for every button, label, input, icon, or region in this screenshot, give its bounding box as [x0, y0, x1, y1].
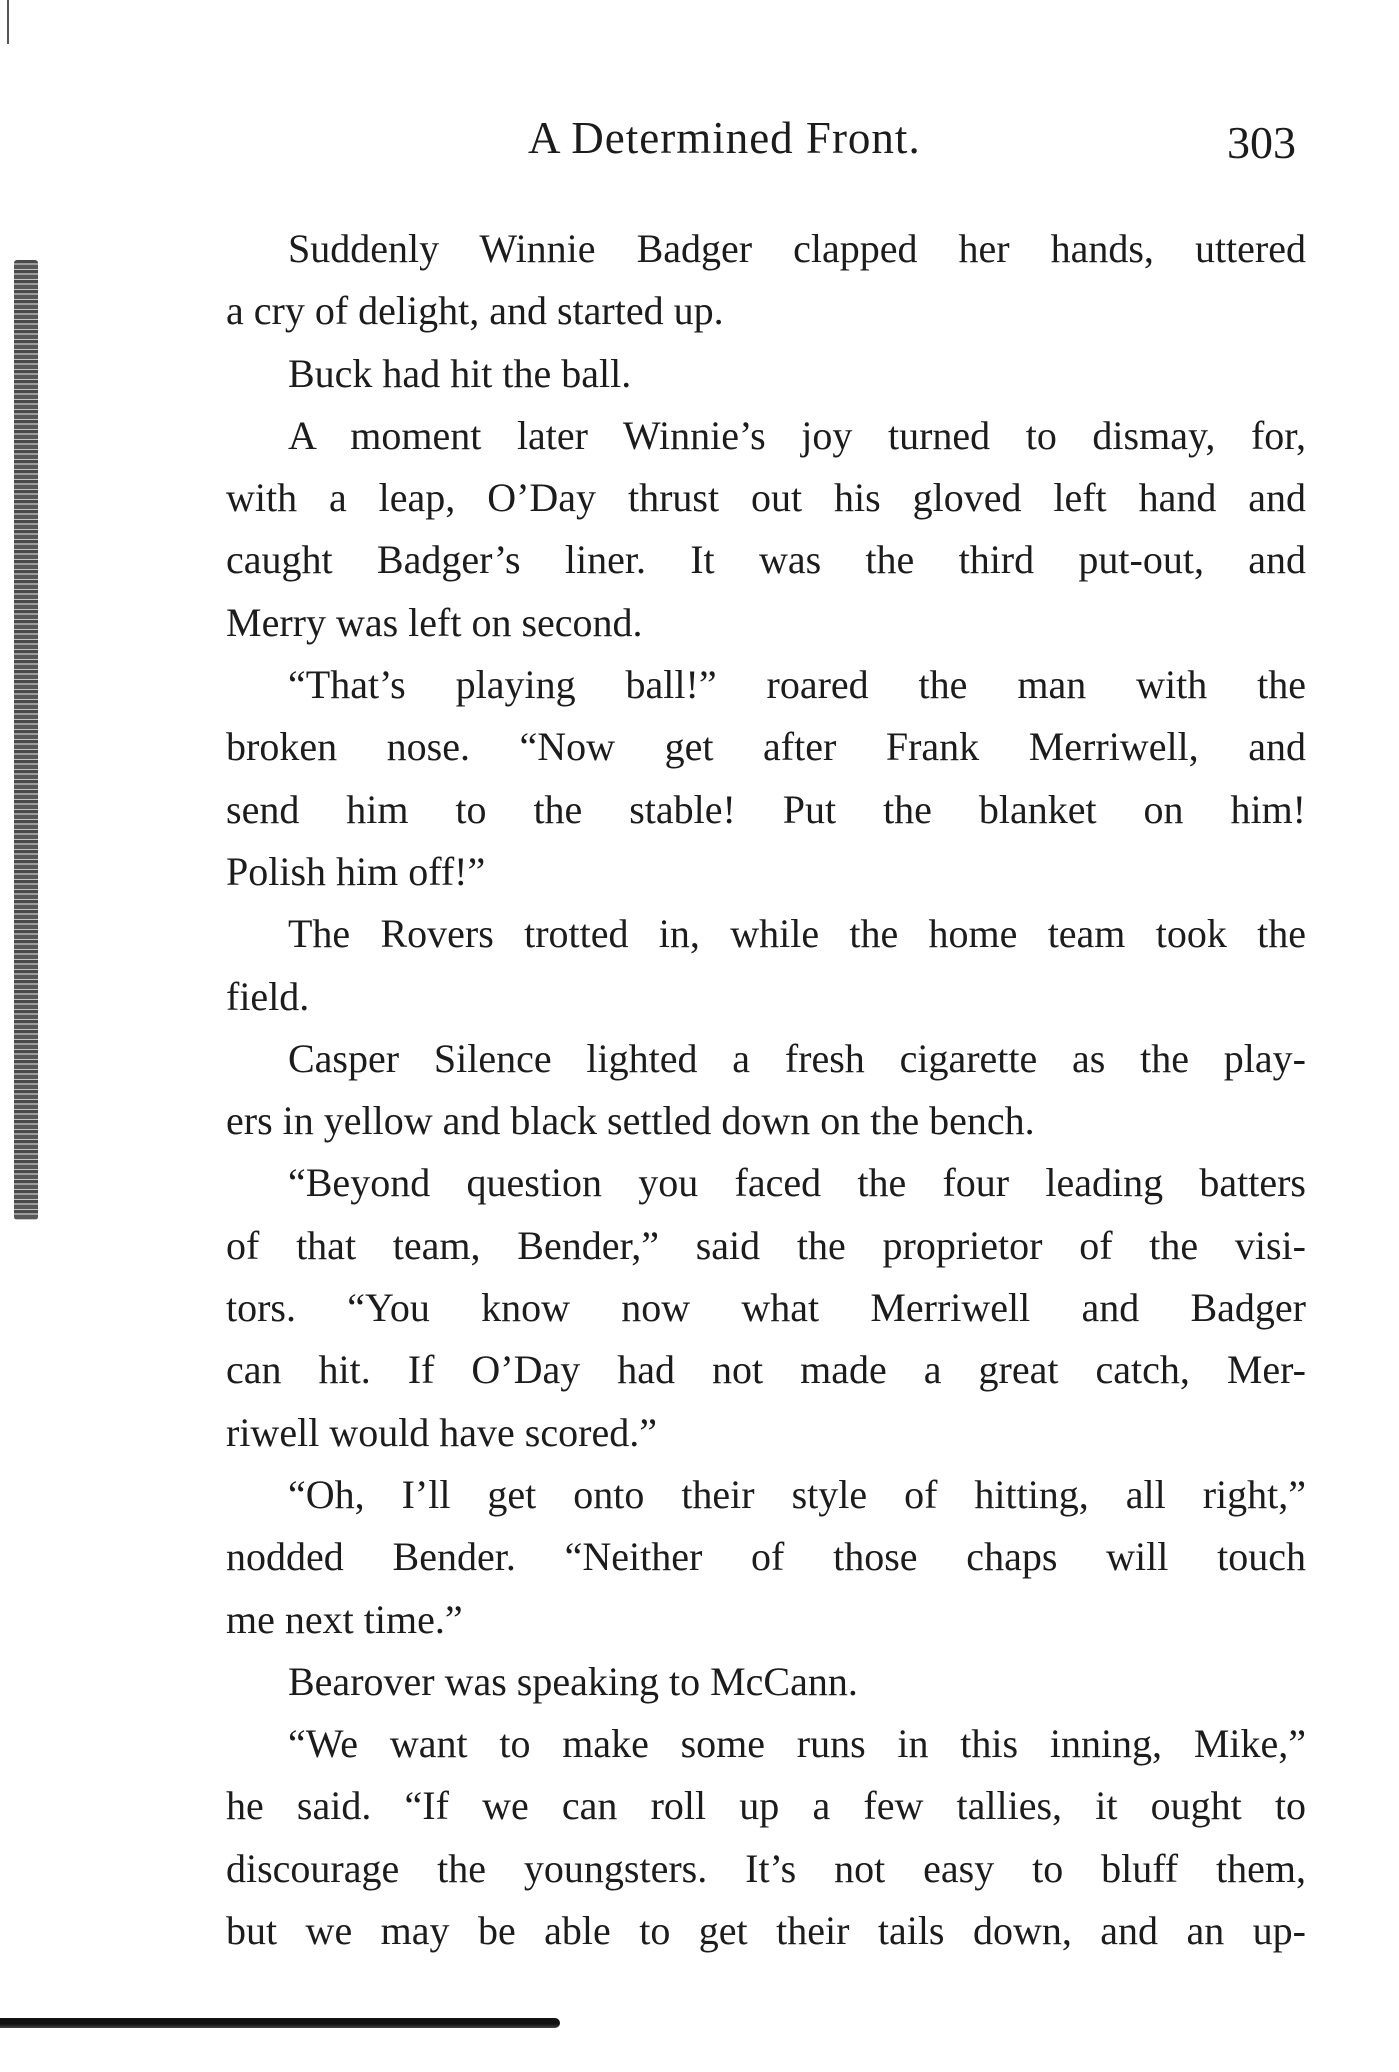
text-line: caught Badger’s liner. It was the third put-out, and	[226, 537, 1306, 583]
binding-edge-shadow	[14, 260, 38, 1220]
text-line: he said. “If we can roll up a few tallies, it ought to	[226, 1783, 1306, 1829]
text-line: Merry was left on second.	[226, 599, 643, 645]
running-title: A Determined Front.	[528, 113, 921, 163]
text-line: send him to the stable! Put the blanket on him!	[226, 786, 1306, 832]
scan-edge-shadow	[0, 2018, 560, 2028]
text-line: Buck had hit the ball.	[288, 350, 632, 396]
text-line: Bearover was speaking to McCann.	[288, 1658, 858, 1704]
text-line: “Oh, I’ll get onto their style of hitting, all right,”	[288, 1471, 1306, 1517]
scan-mark	[7, 0, 9, 44]
text-line: broken nose. “Now get after Frank Merriwell, and	[226, 724, 1306, 770]
text-line: “We want to make some runs in this inning, Mike,”	[288, 1721, 1306, 1767]
text-line: but we may be able to get their tails down, and an up-	[226, 1908, 1306, 1954]
text-line: field.	[226, 973, 310, 1019]
text-line: with a leap, O’Day thrust out his gloved left hand and	[226, 475, 1306, 521]
text-line: can hit. If O’Day had not made a great catch, Mer-	[226, 1347, 1306, 1393]
page-number: 303	[1227, 117, 1296, 168]
text-line: Casper Silence lighted a fresh cigarette as the play-	[288, 1035, 1306, 1081]
body-text	[226, 218, 1306, 1962]
text-line: “That’s playing ball!” roared the man with the	[288, 662, 1306, 708]
text-line: riwell would have scored.”	[226, 1409, 657, 1455]
text-line: a cry of delight, and started up.	[226, 288, 724, 334]
text-line: ers in yellow and black settled down on the bench.	[226, 1098, 1035, 1144]
text-line: Suddenly Winnie Badger clapped her hands, uttered	[288, 226, 1306, 271]
text-line: discourage the youngsters. It’s not easy to bluff them,	[226, 1845, 1306, 1891]
text-line: nodded Bender. “Neither of those chaps will touch	[226, 1534, 1306, 1580]
text-line: of that team, Bender,” said the proprietor of the visi-	[226, 1222, 1306, 1268]
text-line: me next time.”	[226, 1596, 463, 1642]
text-line: tors. “You know now what Merriwell and Badger	[226, 1285, 1306, 1331]
text-line: A moment later Winnie’s joy turned to dismay, for,	[288, 412, 1306, 458]
text-line: Polish him off!”	[226, 848, 486, 894]
text-line: “Beyond question you faced the four leading batters	[288, 1160, 1306, 1206]
text-line: The Rovers trotted in, while the home team took the	[288, 911, 1306, 957]
